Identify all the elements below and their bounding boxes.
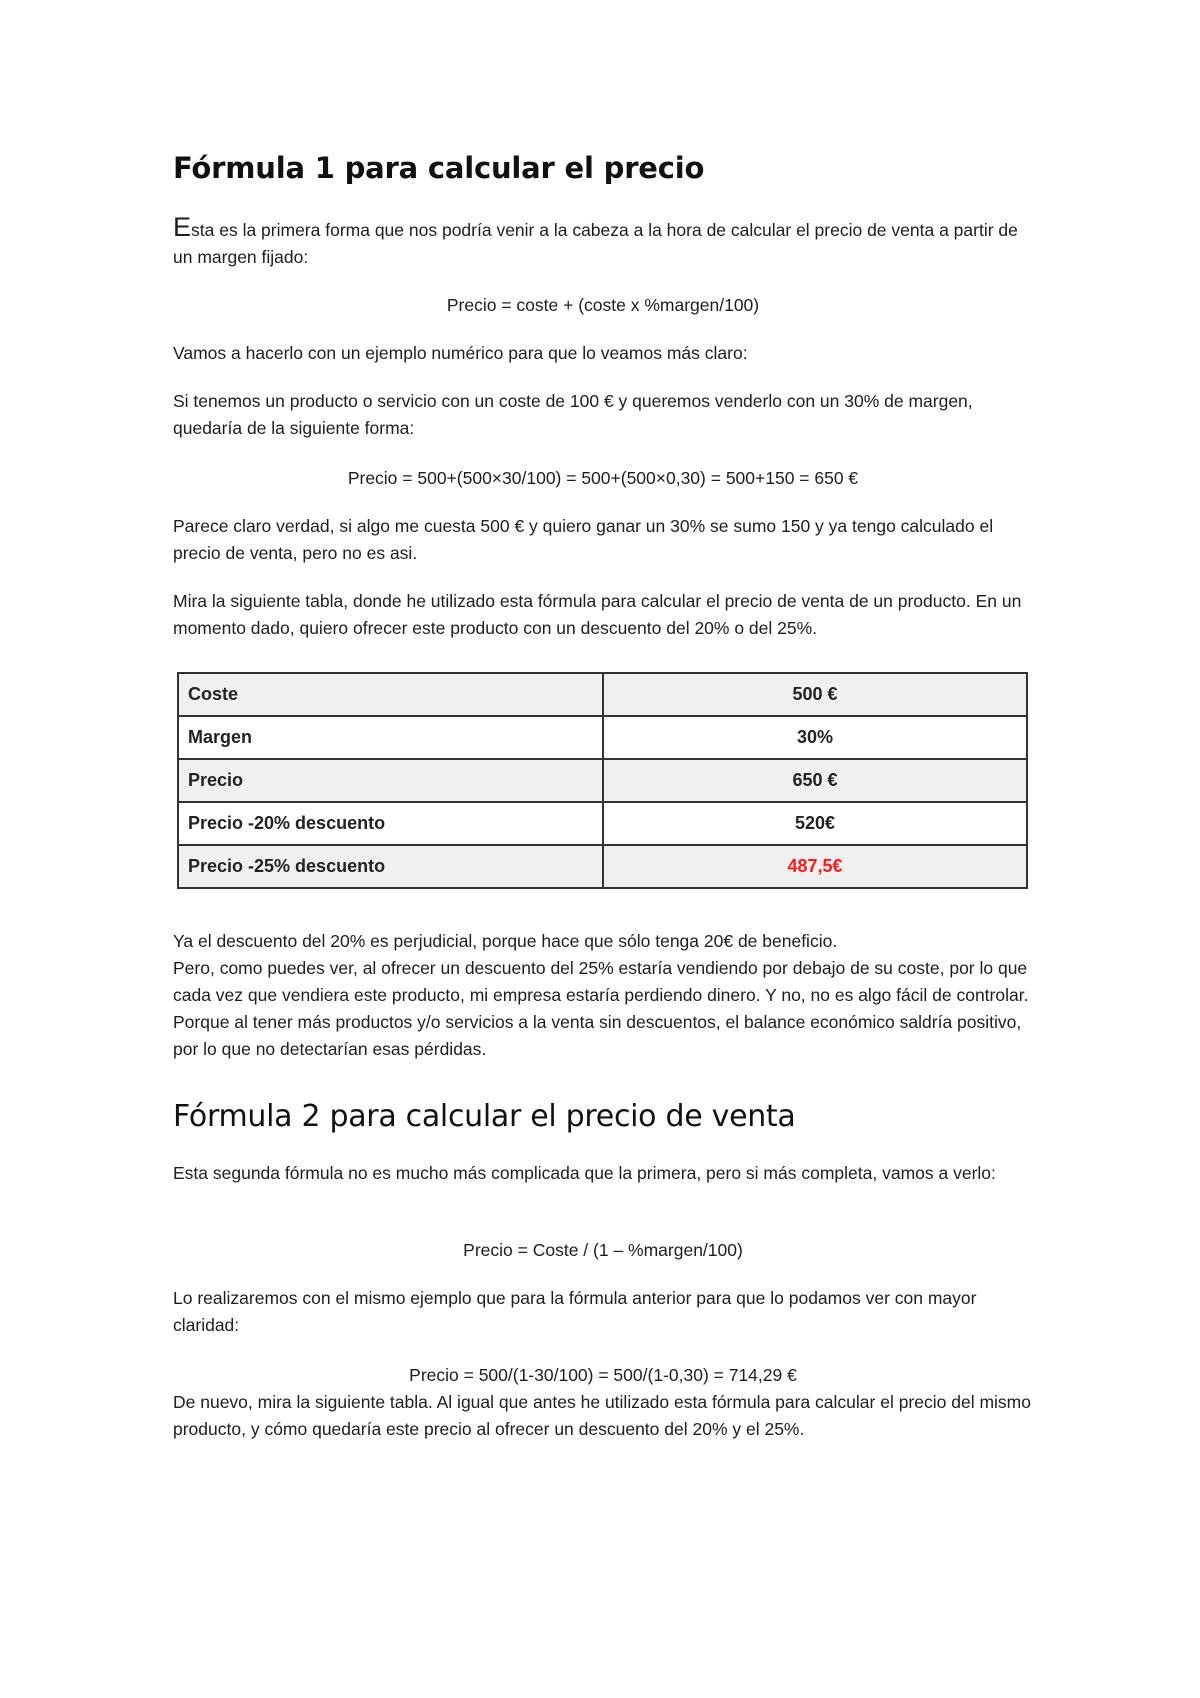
section2-formula: Precio = Coste / (1 – %margen/100) <box>463 1240 743 1260</box>
section1-conclusion-2: Pero, como puedes ver, al ofrecer un descuento del 25% estaría vendiendo por debajo de su coste, por lo que cada vez que vendiera este producto, mi empresa estaría perdiendo dinero. Y no, no es algo fácil de controlar. Porque al tener más productos y/o servicios a la venta sin descuentos, el balance económico saldría positivo, por lo que no detectarían esas pérdidas. <box>173 958 1029 1059</box>
section2-table-intro: De nuevo, mira la siguiente tabla. Al igual que antes he utilizado esta fórmula para calcular el precio del mismo producto, y cómo quedaría este precio al ofrecer un descuento del 20% y el 25%. <box>173 1392 1031 1439</box>
section1-clear-paragraph: Parece claro verdad, si algo me cuesta 500 € y quiero ganar un 30% se sumo 150 y ya tengo calculado el precio de venta, pero no es asi. <box>173 516 994 563</box>
table-row <box>178 845 1027 888</box>
section1-formula-example: Precio = 500+(500×30/100) = 500+(500×0,30) = 500+150 = 650 € <box>347 468 859 488</box>
section2-formula-example: Precio = 500/(1-30/100) = 500/(1-0,30) = 714,29 € <box>409 1365 797 1385</box>
intro-text: sta es la primera forma que nos podría venir a la cabeza a la hora de calcular el precio de venta a partir de un margen fijado: <box>173 220 1018 267</box>
table-cell-value: 30% <box>603 716 1027 759</box>
table-cell-value: 520€ <box>603 802 1027 845</box>
table-cell-label: Precio <box>178 759 603 802</box>
table-cell-label: Coste <box>178 673 603 716</box>
price-table <box>177 672 1028 889</box>
table-cell-value-highlight: 487,5€ <box>603 845 1027 888</box>
section1-conclusion-1: Ya el descuento del 20% es perjudicial, porque hace que sólo tenga 20€ de beneficio. <box>173 931 838 951</box>
section1-product-paragraph: Si tenemos un producto o servicio con un coste de 100 € y queremos venderlo con un 30% de margen, quedaría de la siguiente forma: <box>173 391 973 438</box>
section1-title: Fórmula 1 para calcular el precio <box>173 151 705 185</box>
section2-title: Fórmula 2 para calcular el precio de venta <box>173 1099 796 1134</box>
section1-table-intro: Mira la siguiente tabla, donde he utilizado esta fórmula para calcular el precio de venta de un producto. En un momento dado, quiero ofrecer este producto con un descuento del 20% o del 25%. <box>173 591 1022 638</box>
table-cell-label: Margen <box>178 716 603 759</box>
table-cell-value: 500 € <box>603 673 1027 716</box>
table-row <box>178 716 1027 759</box>
section1-formula: Precio = coste + (coste x %margen/100) <box>446 295 760 315</box>
section2-example-intro: Lo realizaremos con el mismo ejemplo que para la fórmula anterior para que lo podamos ver con mayor claridad: <box>173 1288 977 1335</box>
section2-intro: Esta segunda fórmula no es mucho más complicada que la primera, pero si más completa, vamos a verlo: <box>173 1163 996 1183</box>
section1-example-intro: Vamos a hacerlo con un ejemplo numérico para que lo veamos más claro: <box>173 343 748 363</box>
table-cell-label: Precio -20% descuento <box>178 802 603 845</box>
section1-intro <box>173 214 1033 271</box>
table-row <box>178 759 1027 802</box>
table-row <box>178 673 1027 716</box>
table-cell-label: Precio -25% descuento <box>178 845 603 888</box>
intro-dropcap: E <box>173 212 192 242</box>
table-cell-value: 650 € <box>603 759 1027 802</box>
table-row <box>178 802 1027 845</box>
